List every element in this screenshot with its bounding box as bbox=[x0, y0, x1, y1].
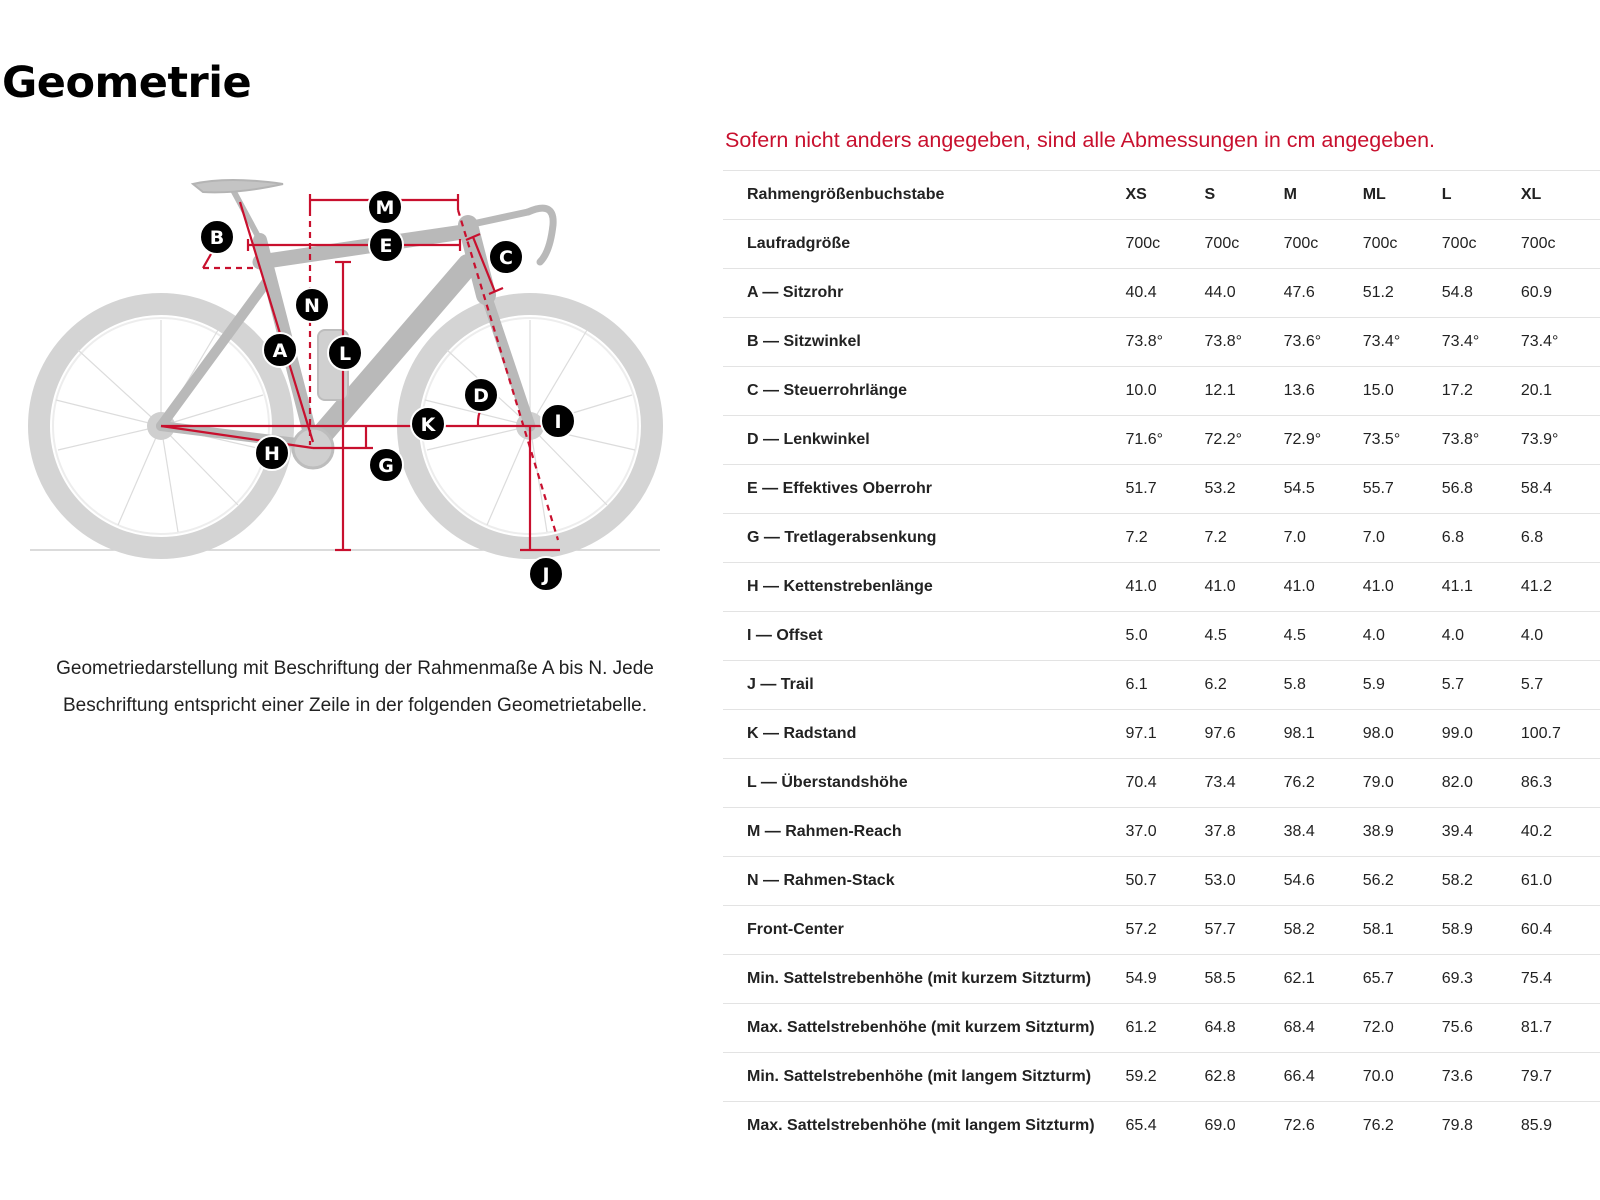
table-row bbox=[723, 318, 1600, 367]
row-label: M — Rahmen-Reach bbox=[747, 823, 902, 840]
row-value: 100.7 bbox=[1520, 725, 1561, 742]
row-value: 40.2 bbox=[1520, 823, 1552, 840]
row-value: 60.9 bbox=[1520, 284, 1552, 301]
svg-text:J: J bbox=[542, 564, 550, 586]
row-value: 73.8° bbox=[1204, 333, 1243, 350]
row-value: 4.0 bbox=[1362, 627, 1385, 644]
geometry-table-container bbox=[723, 170, 1600, 1151]
geometry-table bbox=[723, 170, 1600, 1151]
row-value: 76.2 bbox=[1283, 774, 1315, 791]
row-label: C — Steuerrohrlänge bbox=[747, 382, 908, 399]
row-value: 6.8 bbox=[1520, 529, 1544, 546]
row-value: 73.8° bbox=[1125, 333, 1163, 350]
label-marker-c bbox=[489, 240, 523, 274]
row-label: J — Trail bbox=[747, 676, 814, 693]
svg-text:G: G bbox=[378, 455, 394, 477]
table-row bbox=[723, 1102, 1600, 1151]
row-value: 41.0 bbox=[1125, 578, 1157, 595]
row-value: 57.2 bbox=[1125, 921, 1157, 938]
header-size: M bbox=[1283, 186, 1297, 203]
row-value: 62.8 bbox=[1204, 1068, 1236, 1085]
row-value: 20.1 bbox=[1520, 382, 1552, 399]
table-row bbox=[723, 563, 1600, 612]
row-value: 65.7 bbox=[1362, 970, 1394, 987]
table-row bbox=[723, 857, 1600, 906]
row-value: 700c bbox=[1520, 235, 1556, 252]
row-value: 6.2 bbox=[1204, 676, 1227, 693]
table-row bbox=[723, 514, 1600, 563]
label-marker-k bbox=[411, 407, 445, 441]
header-size: XL bbox=[1520, 186, 1542, 203]
row-value: 4.0 bbox=[1520, 627, 1544, 644]
row-value: 5.9 bbox=[1362, 676, 1385, 693]
row-value: 59.2 bbox=[1125, 1068, 1157, 1085]
label-marker-a bbox=[263, 333, 297, 367]
svg-text:N: N bbox=[304, 295, 320, 317]
row-value: 73.4° bbox=[1520, 333, 1559, 350]
table-row bbox=[723, 416, 1600, 465]
label-marker-b bbox=[200, 220, 234, 254]
row-label: D — Lenkwinkel bbox=[747, 431, 870, 448]
row-value: 62.1 bbox=[1283, 970, 1315, 987]
row-value: 5.8 bbox=[1283, 676, 1306, 693]
row-value: 70.0 bbox=[1362, 1068, 1394, 1085]
row-value: 7.0 bbox=[1362, 529, 1385, 546]
row-value: 47.6 bbox=[1283, 284, 1315, 301]
row-value: 73.9° bbox=[1520, 431, 1559, 448]
svg-text:M: M bbox=[375, 197, 395, 219]
table-row bbox=[723, 710, 1600, 759]
header-size: L bbox=[1441, 186, 1452, 203]
row-label: K — Radstand bbox=[747, 725, 857, 742]
label-marker-e bbox=[369, 228, 403, 262]
row-value: 85.9 bbox=[1520, 1117, 1552, 1135]
table-row bbox=[723, 220, 1600, 269]
row-value: 700c bbox=[1204, 235, 1240, 252]
header-size: ML bbox=[1362, 186, 1386, 203]
row-value: 4.5 bbox=[1283, 627, 1306, 644]
row-value: 68.4 bbox=[1283, 1019, 1315, 1036]
row-value: 79.0 bbox=[1362, 774, 1394, 791]
row-label: B — Sitzwinkel bbox=[747, 333, 861, 350]
row-value: 57.7 bbox=[1204, 921, 1236, 938]
svg-text:L: L bbox=[338, 343, 352, 365]
table-row bbox=[723, 1004, 1600, 1053]
row-value: 38.9 bbox=[1362, 823, 1394, 840]
row-label: Max. Sattelstrebenhöhe (mit kurzem Sitzturm) bbox=[747, 1019, 1095, 1036]
row-value: 41.0 bbox=[1283, 578, 1315, 595]
row-value: 58.2 bbox=[1283, 921, 1315, 938]
row-label: Laufradgröße bbox=[747, 235, 851, 252]
table-header-row bbox=[723, 171, 1600, 220]
row-label: N — Rahmen-Stack bbox=[747, 872, 895, 889]
row-value: 700c bbox=[1441, 235, 1477, 252]
row-label: E — Effektives Oberrohr bbox=[747, 480, 932, 497]
row-value: 700c bbox=[1125, 235, 1161, 252]
row-value: 53.2 bbox=[1204, 480, 1236, 497]
svg-text:H: H bbox=[264, 443, 280, 465]
table-row bbox=[723, 269, 1600, 318]
row-value: 5.7 bbox=[1441, 676, 1465, 693]
row-label: Front-Center bbox=[747, 921, 844, 938]
table-row bbox=[723, 1053, 1600, 1102]
svg-text:B: B bbox=[209, 227, 225, 249]
row-value: 99.0 bbox=[1441, 725, 1473, 742]
diagram-caption: Geometriedarstellung mit Beschriftung der Rahmenmaße A bis N. Jede Beschriftung entspricht einer Zeile in der folgenden Geometrietabelle. bbox=[56, 658, 654, 716]
row-value: 39.4 bbox=[1441, 823, 1473, 840]
row-value: 66.4 bbox=[1283, 1068, 1315, 1085]
row-label: Max. Sattelstrebenhöhe (mit langem Sitzturm) bbox=[747, 1117, 1095, 1135]
row-label: G — Tretlagerabsenkung bbox=[747, 529, 937, 546]
row-value: 7.0 bbox=[1283, 529, 1306, 546]
label-marker-d bbox=[464, 378, 498, 412]
table-body bbox=[723, 220, 1600, 1151]
header-size: XS bbox=[1125, 186, 1147, 203]
row-value: 56.2 bbox=[1362, 872, 1394, 889]
row-value: 51.2 bbox=[1362, 284, 1394, 301]
row-value: 55.7 bbox=[1362, 480, 1394, 497]
row-value: 73.5° bbox=[1362, 431, 1401, 448]
row-value: 7.2 bbox=[1204, 529, 1227, 546]
svg-text:E: E bbox=[379, 235, 393, 257]
row-value: 75.4 bbox=[1520, 970, 1552, 987]
bike-geometry-diagram bbox=[28, 170, 678, 610]
row-label: Min. Sattelstrebenhöhe (mit kurzem Sitzturm) bbox=[747, 970, 1092, 987]
table-row bbox=[723, 612, 1600, 661]
row-label: I — Offset bbox=[747, 627, 823, 644]
row-value: 82.0 bbox=[1441, 774, 1473, 791]
svg-text:A: A bbox=[272, 340, 288, 362]
row-value: 73.4 bbox=[1204, 774, 1236, 791]
row-value: 700c bbox=[1283, 235, 1319, 252]
row-value: 12.1 bbox=[1204, 382, 1236, 399]
table-row bbox=[723, 465, 1600, 514]
row-value: 41.0 bbox=[1204, 578, 1236, 595]
row-value: 58.5 bbox=[1204, 970, 1236, 987]
row-value: 58.4 bbox=[1520, 480, 1552, 497]
label-marker-m bbox=[368, 190, 402, 224]
row-value: 58.2 bbox=[1441, 872, 1473, 889]
label-marker-h bbox=[255, 436, 289, 470]
row-value: 10.0 bbox=[1125, 382, 1157, 399]
row-value: 97.6 bbox=[1204, 725, 1236, 742]
row-value: 72.2° bbox=[1204, 431, 1243, 448]
row-value: 65.4 bbox=[1125, 1117, 1157, 1135]
row-value: 73.8° bbox=[1441, 431, 1480, 448]
row-value: 97.1 bbox=[1125, 725, 1157, 742]
row-value: 98.0 bbox=[1362, 725, 1394, 742]
row-value: 41.2 bbox=[1520, 578, 1552, 595]
row-value: 50.7 bbox=[1125, 872, 1157, 889]
row-label: L — Überstandshöhe bbox=[747, 774, 908, 791]
header-size: S bbox=[1204, 186, 1216, 203]
label-marker-j bbox=[529, 557, 563, 591]
row-value: 13.6 bbox=[1283, 382, 1315, 399]
row-value: 79.7 bbox=[1520, 1068, 1552, 1085]
row-value: 41.0 bbox=[1362, 578, 1394, 595]
row-value: 44.0 bbox=[1204, 284, 1236, 301]
svg-text:I: I bbox=[554, 411, 562, 433]
svg-text:D: D bbox=[473, 385, 489, 407]
table-row bbox=[723, 661, 1600, 710]
row-value: 73.6° bbox=[1283, 333, 1322, 350]
row-value: 81.7 bbox=[1520, 1019, 1552, 1036]
svg-text:K: K bbox=[420, 414, 436, 436]
row-value: 86.3 bbox=[1520, 774, 1552, 791]
row-value: 58.1 bbox=[1362, 921, 1394, 938]
row-value: 54.8 bbox=[1441, 284, 1473, 301]
row-value: 73.4° bbox=[1441, 333, 1480, 350]
row-value: 53.0 bbox=[1204, 872, 1236, 889]
row-value: 17.2 bbox=[1441, 382, 1473, 399]
row-value: 5.7 bbox=[1520, 676, 1544, 693]
header-label: Rahmengrößenbuchstabe bbox=[747, 186, 945, 203]
row-value: 38.4 bbox=[1283, 823, 1315, 840]
row-value: 69.0 bbox=[1204, 1117, 1236, 1135]
row-value: 73.6 bbox=[1441, 1068, 1473, 1085]
row-value: 54.5 bbox=[1283, 480, 1315, 497]
row-value: 7.2 bbox=[1125, 529, 1148, 546]
table-row bbox=[723, 367, 1600, 416]
row-value: 79.8 bbox=[1441, 1117, 1473, 1135]
row-value: 5.0 bbox=[1125, 627, 1148, 644]
row-value: 72.9° bbox=[1283, 431, 1322, 448]
row-value: 37.8 bbox=[1204, 823, 1236, 840]
row-value: 40.4 bbox=[1125, 284, 1157, 301]
row-value: 72.6 bbox=[1283, 1117, 1315, 1135]
row-value: 15.0 bbox=[1362, 382, 1394, 399]
row-label: A — Sitzrohr bbox=[747, 284, 844, 301]
row-value: 71.6° bbox=[1125, 431, 1163, 448]
row-value: 58.9 bbox=[1441, 921, 1473, 938]
row-value: 37.0 bbox=[1125, 823, 1157, 840]
row-value: 61.0 bbox=[1520, 872, 1552, 889]
row-value: 41.1 bbox=[1441, 578, 1473, 595]
table-row bbox=[723, 906, 1600, 955]
table-row bbox=[723, 808, 1600, 857]
label-marker-l bbox=[328, 336, 362, 370]
table-row bbox=[723, 955, 1600, 1004]
row-label: H — Kettenstrebenlänge bbox=[747, 578, 933, 595]
row-value: 6.8 bbox=[1441, 529, 1465, 546]
row-value: 6.1 bbox=[1125, 676, 1148, 693]
table-row bbox=[723, 759, 1600, 808]
svg-text:C: C bbox=[499, 247, 513, 269]
row-value: 76.2 bbox=[1362, 1117, 1394, 1135]
row-value: 700c bbox=[1362, 235, 1398, 252]
label-marker-i bbox=[541, 404, 575, 438]
label-marker-n bbox=[295, 288, 329, 322]
row-value: 51.7 bbox=[1125, 480, 1157, 497]
label-marker-g bbox=[369, 448, 403, 482]
row-value: 73.4° bbox=[1362, 333, 1401, 350]
row-value: 72.0 bbox=[1362, 1019, 1394, 1036]
row-value: 54.9 bbox=[1125, 970, 1157, 987]
row-value: 54.6 bbox=[1283, 872, 1315, 889]
row-value: 98.1 bbox=[1283, 725, 1315, 742]
row-label: Min. Sattelstrebenhöhe (mit langem Sitzturm) bbox=[747, 1068, 1092, 1085]
row-value: 60.4 bbox=[1520, 921, 1552, 938]
row-value: 75.6 bbox=[1441, 1019, 1473, 1036]
row-value: 4.5 bbox=[1204, 627, 1227, 644]
row-value: 69.3 bbox=[1441, 970, 1473, 987]
row-value: 70.4 bbox=[1125, 774, 1157, 791]
row-value: 64.8 bbox=[1204, 1019, 1236, 1036]
row-value: 56.8 bbox=[1441, 480, 1473, 497]
row-value: 61.2 bbox=[1125, 1019, 1157, 1036]
page-title: Geometrie bbox=[2, 58, 252, 108]
units-note: Sofern nicht anders angegeben, sind alle Abmessungen in cm angegeben. bbox=[725, 128, 1436, 152]
row-value: 4.0 bbox=[1441, 627, 1465, 644]
